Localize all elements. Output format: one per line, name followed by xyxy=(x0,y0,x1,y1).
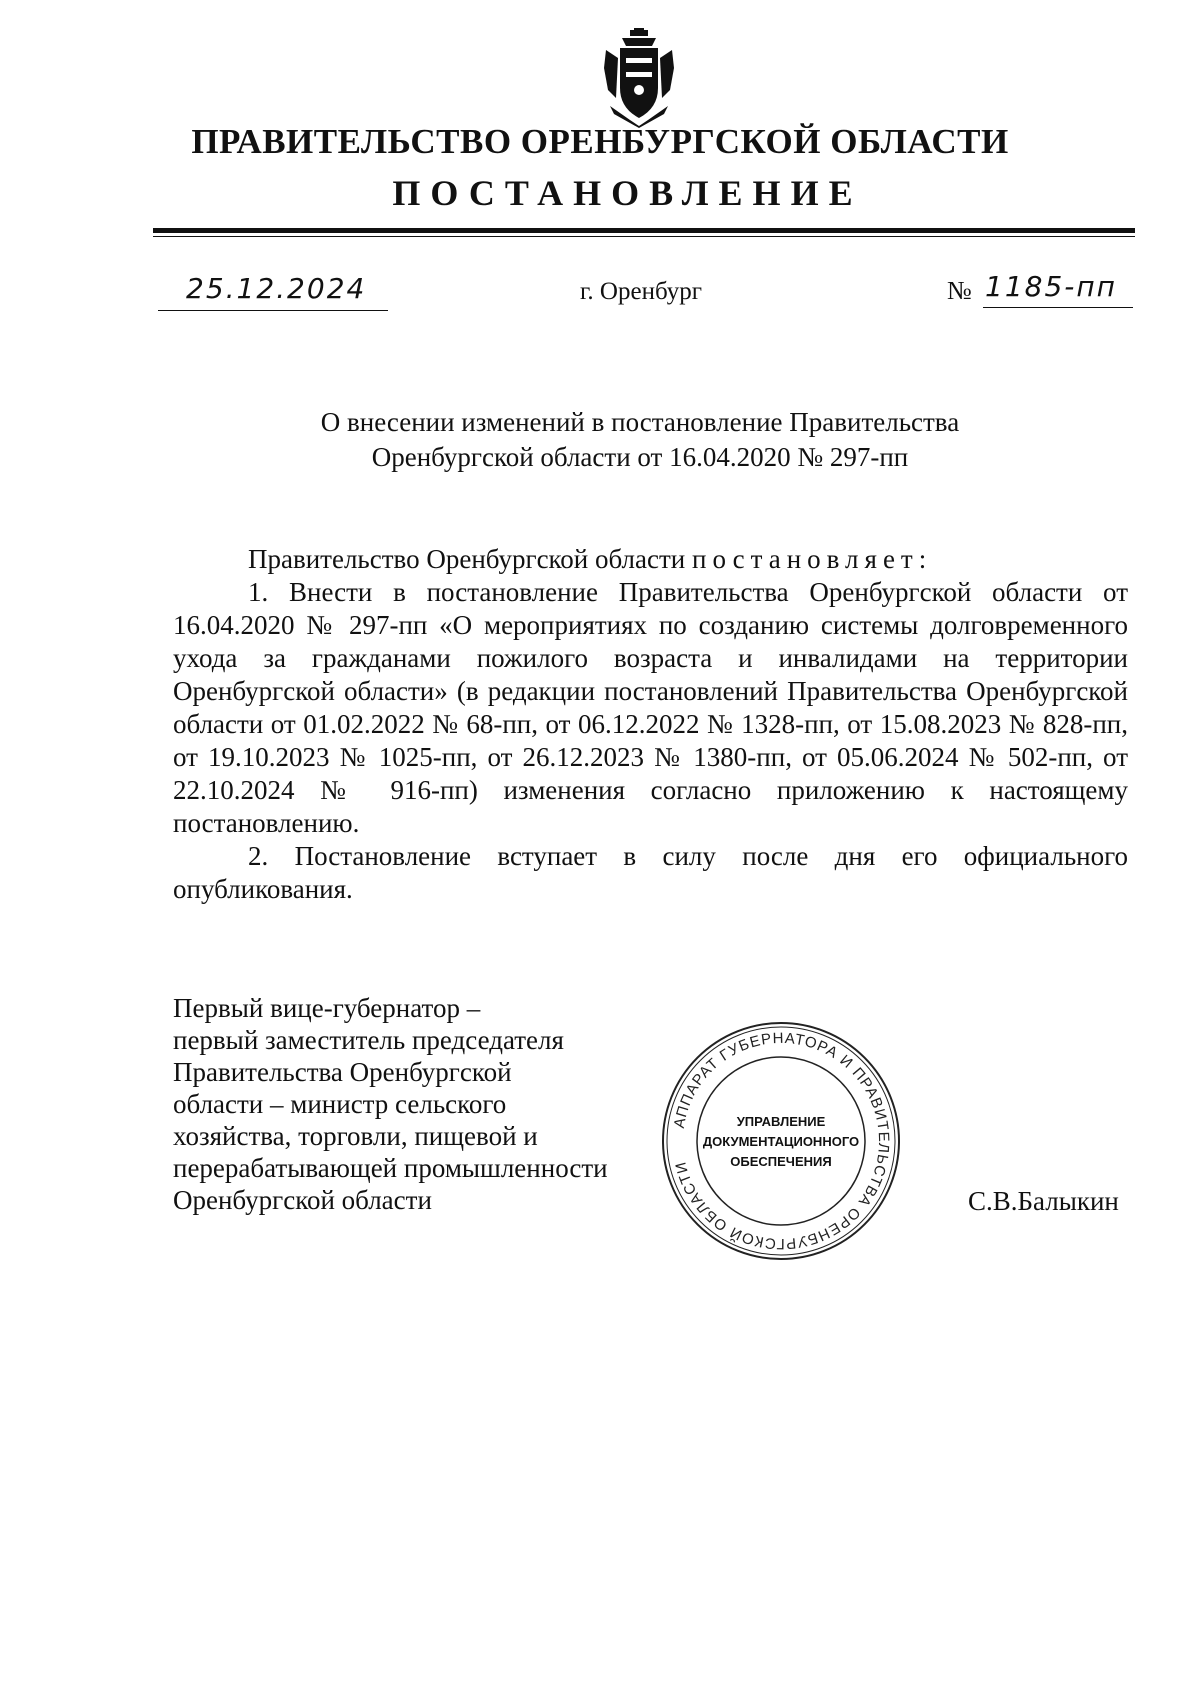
subject-line-1: О внесении изменений в постановление Правительства xyxy=(320,407,960,437)
intro-verb: постановляет: xyxy=(692,544,933,574)
item-2: 2. Постановление вступает в силу после дня его официального опубликования. xyxy=(173,841,1128,904)
signatory-name: С.В.Балыкин xyxy=(968,1186,1119,1216)
header-divider-thin xyxy=(153,236,1135,237)
document-date: 25.12.2024 xyxy=(186,272,367,305)
signatory-position: Первый вице-губернатор – первый заместитель председателя Правительства Оренбургской области – министр сельского хозяйства, торговли, пищевой и перерабатывающей промышленности Оренбургской области xyxy=(173,993,608,1215)
coat-of-arms-icon xyxy=(600,28,678,128)
stamp-ring-text: АППАРАТ ГУБЕРНАТОРА И ПРАВИТЕЛЬСТВА ОРЕНБУРГСКОЙ ОБЛАСТИ xyxy=(670,1029,893,1253)
organization-title: ПРАВИТЕЛЬСТВО ОРЕНБУРГСКОЙ ОБЛАСТИ xyxy=(191,122,1009,161)
date-underline xyxy=(158,310,388,311)
document-type-title: ПОСТАНОВЛЕНИЕ xyxy=(392,173,863,213)
document-number: 1185-пп xyxy=(985,270,1117,303)
document-body xyxy=(173,543,1128,906)
stamp-line-1: УПРАВЛЕНИЕ xyxy=(736,1114,826,1129)
intro-paragraph xyxy=(173,543,1128,576)
stamp-line-3: ОБЕСПЕЧЕНИЯ xyxy=(730,1154,832,1169)
number-label: № xyxy=(947,276,972,305)
official-stamp xyxy=(660,1020,902,1262)
stamp-center-text xyxy=(660,1112,902,1172)
intro-prefix: Правительство Оренбургской области xyxy=(248,544,686,574)
number-underline xyxy=(983,307,1133,308)
subject-line-2: Оренбургской области от 16.04.2020 № 297-пп xyxy=(371,442,909,472)
document-subject xyxy=(250,405,1030,475)
header-divider xyxy=(153,228,1135,233)
stamp-line-2: ДОКУМЕНТАЦИОННОГО xyxy=(702,1134,860,1149)
item-1: 1. Внести в постановление Правительства Оренбургской области от 16.04.2020 № 297-пп «О мероприятиях по созданию системы долговременного ухода за гражданами пожилого возраста и инвалидами на территории Оренбургской области» (в редакции постановлений Правительства Оренбургской области от 01.02.2022 № 68-пп, от 06.12.2022 № 1328-пп, от 15.08.2023 № 828-пп, от 19.10.2023 № 1025-пп, от 26.12.2023 № 1380-пп, от 05.06.2024 № 502-пп, от 22.10.2024 № 916-пп) изменения согласно приложению к настоящему постановлению. xyxy=(173,577,1128,838)
document-city: г. Оренбург xyxy=(580,278,702,305)
